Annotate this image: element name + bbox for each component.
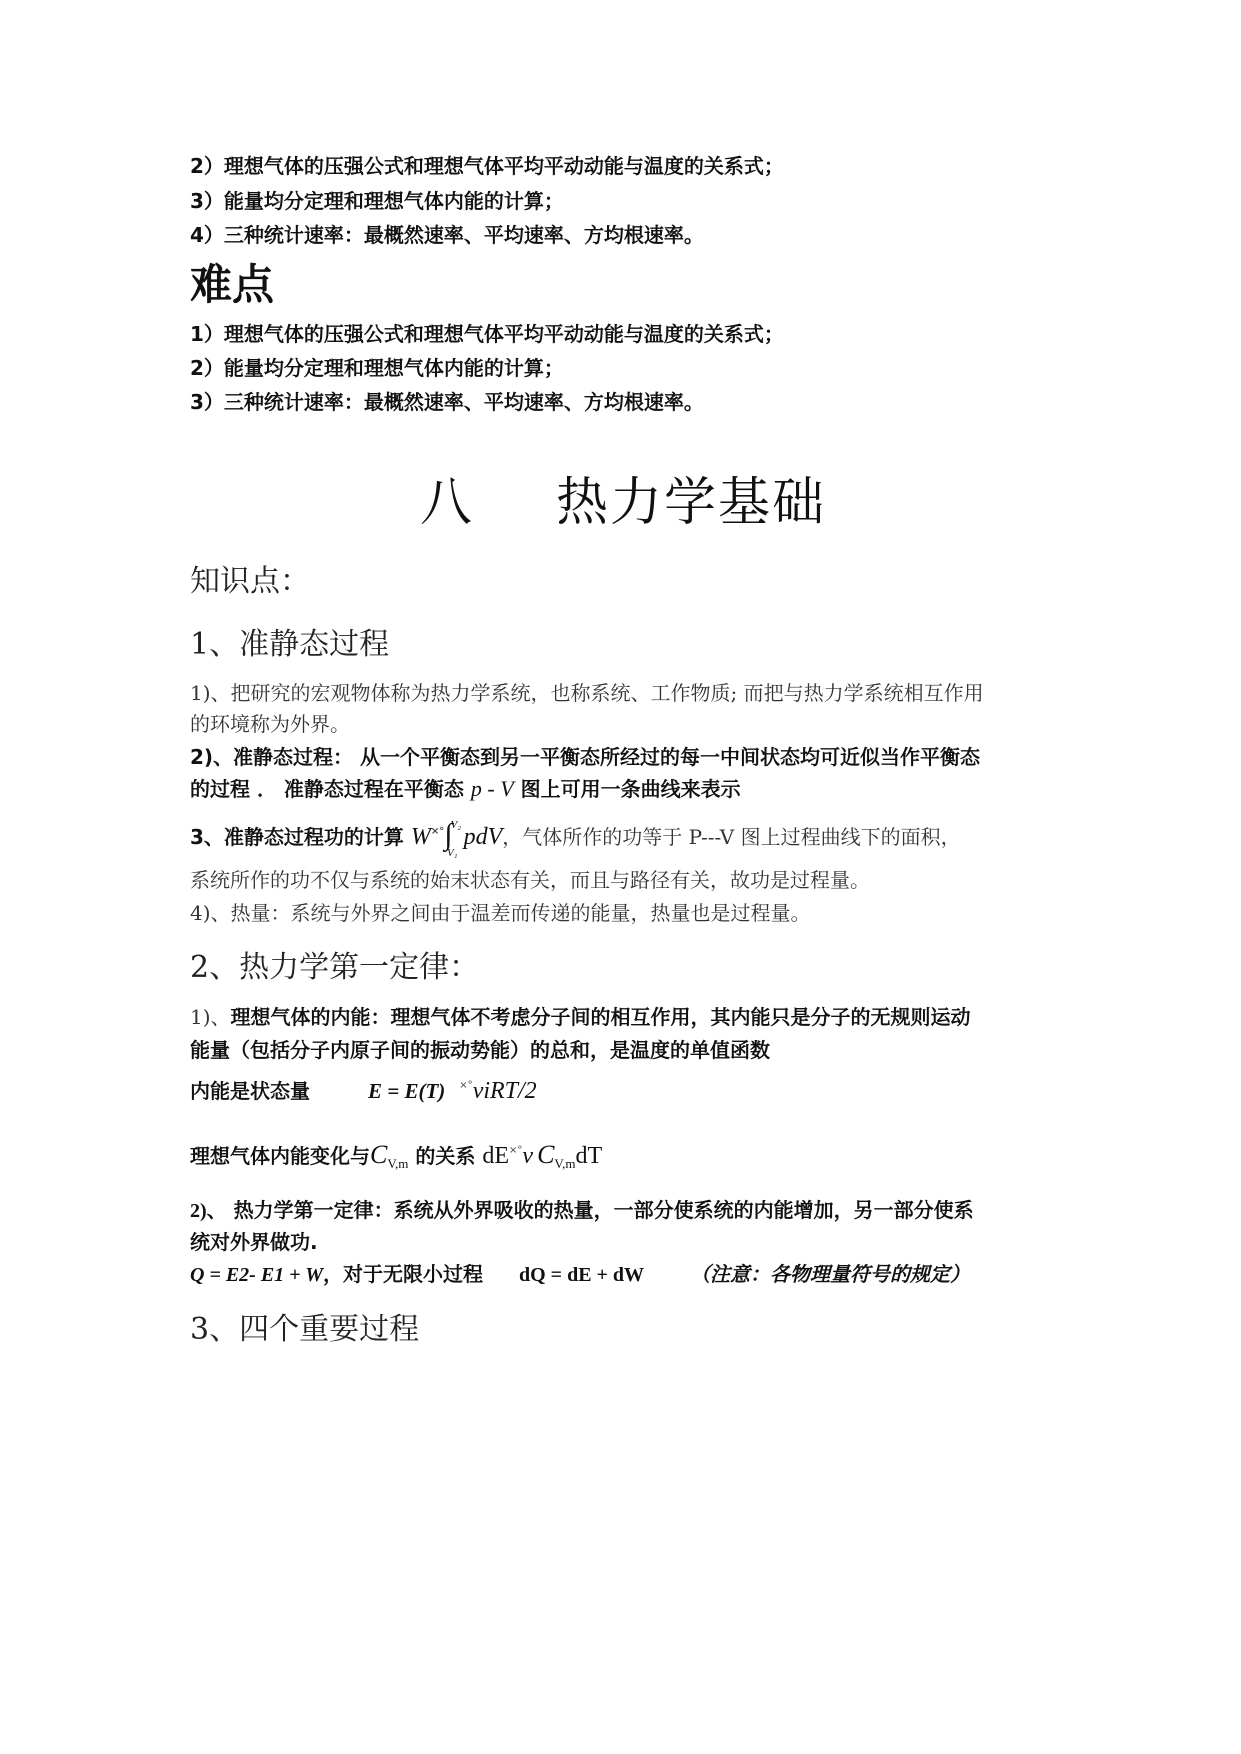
key-point-2: 2）理想气体的压强公式和理想气体平均平动动能与温度的关系式；	[190, 154, 784, 178]
work-formula-line	[190, 818, 961, 859]
first-law-line-a	[190, 1194, 974, 1223]
equals-glyph: ×°	[430, 826, 445, 837]
difficulty-1: 1）理想气体的压强公式和理想气体平均平动动能与温度的关系式；	[190, 322, 784, 346]
integral-lower: V₁	[447, 847, 458, 859]
first-law-number: 2)、	[190, 1200, 227, 1222]
integral-upper: V₂	[450, 819, 462, 831]
paragraph-2b	[190, 773, 741, 802]
equals-glyph-3: ×°	[509, 1145, 523, 1156]
chapter-title: 热力学基础	[556, 473, 827, 533]
internal-energy-text: 理想气体的内能：理想气体不考虑分子间的相互作用，其内能只是分子的无规则运动	[230, 1005, 971, 1029]
infinitesimal-label: ，对于无限小过程	[323, 1262, 483, 1286]
work-description: ，气体所作的功等于 P---V 图上过程曲线下的面积，	[502, 825, 961, 849]
paragraph-4: 4)、热量：系统与外界之间由于温差而传递的能量，热量也是过程量。	[190, 901, 811, 925]
item-number: 1)、	[190, 1005, 231, 1029]
first-law-line-b: 统对外界做功.	[190, 1230, 318, 1254]
first-law-text: 热力学第一定律：系统从外界吸收的热量，一部分使系统的内能增加，另一部分使系	[226, 1198, 974, 1222]
energy-state-label: 内能是状态量	[190, 1079, 310, 1103]
paragraph-1a: 1)、把研究的宏观物体称为热力学系统，也称系统、工作物质; 而把与热力学系统相互作用	[190, 681, 984, 705]
paragraph-2a: 2)、准静态过程： 从一个平衡态到另一平衡态所经过的每一中间状态均可近似当作平衡态	[190, 745, 981, 769]
de-term: dE	[482, 1143, 510, 1169]
section-1-heading: 1、准静态过程	[190, 627, 390, 662]
section-2-heading: 2、热力学第一定律：	[190, 950, 480, 985]
first-law-equation-line	[190, 1258, 970, 1287]
energy-function: E = E(T)	[368, 1079, 446, 1103]
cv-symbol: C	[370, 1140, 388, 1169]
key-point-3: 3）能量均分定理和理想气体内能的计算；	[190, 189, 564, 213]
work-symbol: W	[410, 824, 431, 850]
difficulty-3: 3）三种统计速率：最概然速率、平均速率、方均根速率。	[190, 390, 704, 414]
paragraph-2b-tail: 图上可用一条曲线来表示	[513, 777, 741, 801]
sign-convention-note: （注意：各物理量符号的规定）	[690, 1262, 971, 1286]
equals-glyph-2: ×°	[459, 1080, 473, 1091]
pdv-term: pdV	[463, 824, 503, 850]
knowledge-heading: 知识点：	[190, 564, 310, 599]
key-point-4: 4）三种统计速率：最概然速率、平均速率、方均根速率。	[190, 223, 704, 247]
pv-symbol: p - V	[470, 776, 514, 801]
cv-subscript-2: V,m	[554, 1156, 576, 1171]
difficulty-heading: 难点	[190, 260, 275, 309]
cv-relation-label: 理想气体内能变化与	[190, 1144, 370, 1168]
cv-relation-mid: 的关系	[408, 1144, 483, 1168]
work-label: 3、准静态过程功的计算	[190, 825, 411, 849]
nu-symbol: ν	[522, 1143, 534, 1169]
cv-symbol-2: C	[537, 1140, 555, 1169]
internal-energy-line-b: 能量（包括分子内原子间的振动势能）的总和，是温度的单值函数	[190, 1038, 770, 1062]
first-law-equation: Q = E2- E1 + W	[190, 1264, 323, 1286]
energy-state-line	[190, 1075, 537, 1105]
cv-subscript: V,m	[387, 1156, 409, 1171]
cv-relation-line	[190, 1140, 602, 1172]
paragraph-1b: 的环境称为外界。	[190, 712, 350, 736]
paragraph-3b: 系统所作的功不仅与系统的始末状态有关，而且与路径有关，故功是过程量。	[190, 868, 870, 892]
internal-energy-line-a	[190, 1001, 971, 1030]
difficulty-2: 2）能量均分定理和理想气体内能的计算；	[190, 356, 564, 380]
energy-rhs: νiRT/2	[472, 1078, 537, 1104]
section-3-heading: 3、四个重要过程	[190, 1312, 420, 1347]
integral-sign: ∫	[444, 818, 453, 851]
paragraph-2b-text: 的过程 ． 准静态过程在平衡态	[190, 777, 471, 801]
chapter-number: 八	[420, 473, 475, 533]
differential-equation: dQ = dE + dW	[519, 1264, 645, 1286]
dt-term: dT	[575, 1143, 603, 1169]
